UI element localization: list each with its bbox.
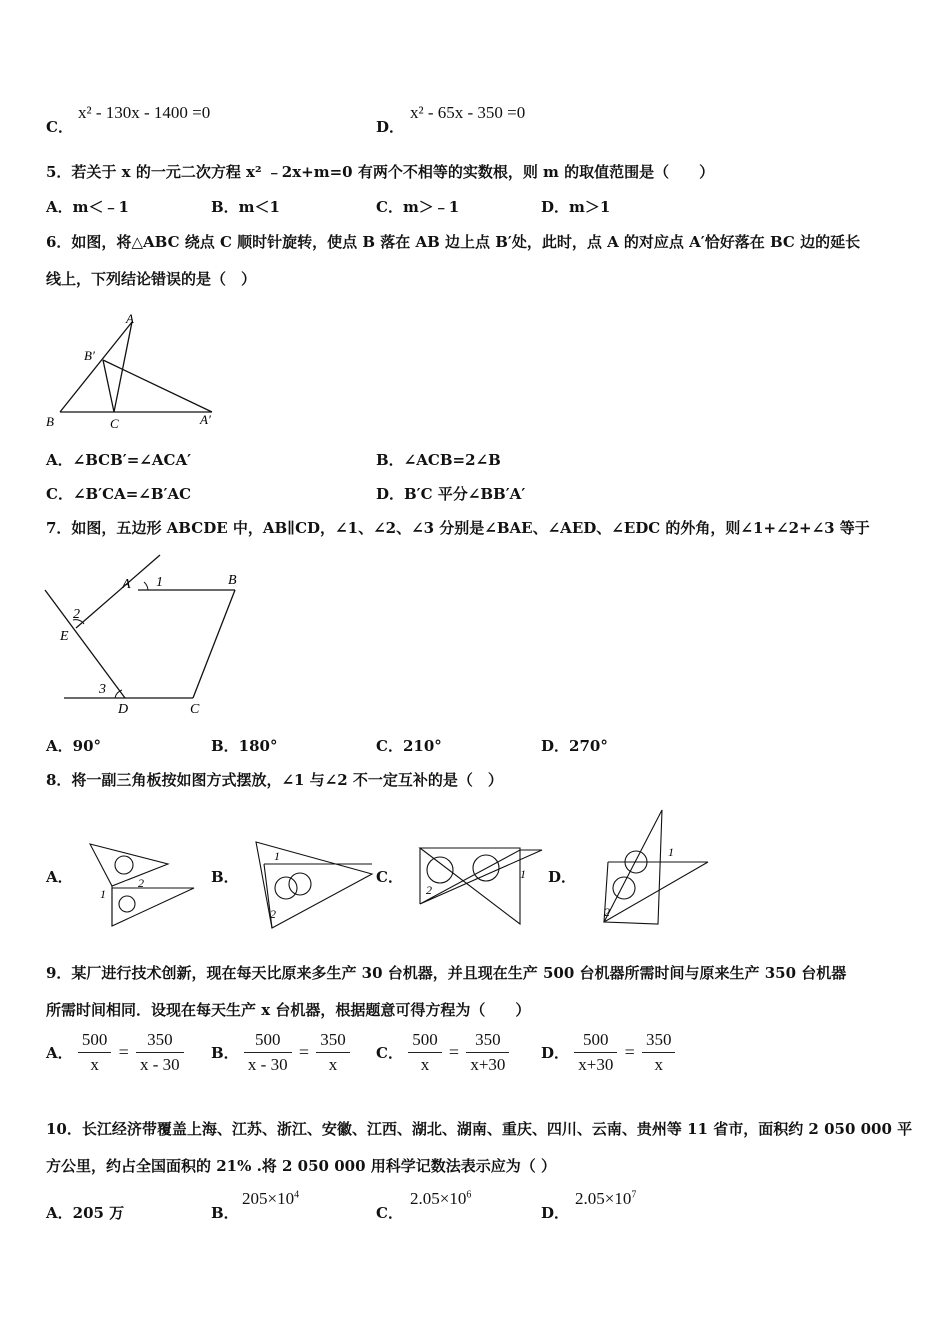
q8-c-label-2: 2	[426, 883, 432, 897]
q8-option-a-label: A．	[46, 868, 73, 886]
q8-d-label-1: 1	[668, 845, 674, 859]
q4-option-d-expr: x² - 65x - 350 =0	[410, 103, 526, 122]
q8-option-c-label: C．	[376, 868, 403, 886]
q9-c-left-den: x	[420, 1055, 430, 1074]
q9-b-right-den: x	[328, 1055, 338, 1074]
q9-c-right-den: x+30	[470, 1055, 506, 1074]
q8-a-label-2: 2	[138, 876, 144, 890]
q6-stem-line1: 6．如图，将△ABC 绕点 C 顺时针旋转，使点 B 落在 AB 边上点 B′处，此时，点 A 的对应点 A′恰好落在 BC 边的延长	[46, 233, 861, 251]
q7-label-3: 3	[99, 682, 106, 697]
q6-label-c: C	[110, 416, 119, 431]
q10-option-c-label: C．	[376, 1204, 403, 1222]
q9-b-eq: =	[298, 1042, 309, 1062]
q9-stem-line2: 所需时间相同．设现在每天生产 x 台机器，根据题意可得方程为（ ）	[46, 1001, 531, 1019]
q9-b-right-num: 350	[316, 1030, 350, 1053]
q9-b-left-fraction	[244, 1030, 292, 1075]
q7-stem: 7．如图，五边形 ABCDE 中，AB∥CD，∠1、∠2、∠3 分别是∠BAE、∠AED、∠EDC 的外角，则∠1+∠2+∠3 等于	[46, 519, 870, 537]
q5-option-a: A．m＜﹣1	[46, 198, 129, 216]
q5-stem: 5．若关于 x 的一元二次方程 x² ﹣2x+m=0 有两个不相等的实数根，则 m 的取值范围是（ ）	[46, 163, 715, 181]
q9-option-b-label: B．	[211, 1044, 239, 1062]
q7-option-b: B．180°	[211, 737, 278, 755]
q10-option-d-base: 2.05×10	[575, 1189, 632, 1208]
q8-figure-a	[86, 838, 201, 930]
q9-b-right-fraction	[316, 1030, 350, 1075]
q6-label-b: B	[46, 414, 54, 429]
q5-option-d: D．m＞1	[541, 198, 611, 216]
q9-a-right-fraction	[136, 1030, 184, 1075]
q9-c-left-fraction	[408, 1030, 442, 1075]
q8-c-label-1: 1	[520, 867, 526, 881]
q9-stem-line1: 9．某厂进行技术创新，现在每天比原来多生产 30 台机器，并且现在生产 500 台机器所需时间与原来生产 350 台机器	[46, 964, 847, 982]
q7-label-b: B	[228, 573, 237, 588]
q9-d-right-num: 350	[642, 1030, 676, 1053]
q10-option-d-expr	[575, 1189, 636, 1209]
q7-figure	[40, 550, 270, 720]
q9-a-left-fraction	[78, 1030, 112, 1075]
q9-d-eq: =	[624, 1042, 635, 1062]
q9-b-left-den: x - 30	[247, 1055, 288, 1074]
q6-label-a-prime: A′	[200, 412, 211, 427]
q10-option-a: A．205 万	[46, 1204, 125, 1222]
q10-option-d-exp: 7	[631, 1189, 637, 1201]
q8-d-label-2: 2	[604, 905, 610, 919]
q10-stem-line2: 方公里，约占全国面积的 21% .将 2 050 000 用科学记数法表示应为（ ）	[46, 1157, 556, 1175]
q9-option-c-label: C．	[376, 1044, 403, 1062]
q6-label-b-prime: B′	[84, 348, 95, 363]
q8-b-label-2: 2	[270, 907, 276, 921]
q9-a-left-num: 500	[78, 1030, 112, 1053]
q10-option-b-label: B．	[211, 1204, 239, 1222]
q7-option-d: D．270°	[541, 737, 608, 755]
q10-option-c-expr	[410, 1189, 471, 1209]
q9-a-eq: =	[118, 1042, 129, 1062]
q4-option-c-expr: x² - 130x - 1400 =0	[78, 103, 211, 122]
q8-option-b-label: B．	[211, 868, 239, 886]
q9-c-right-fraction	[466, 1030, 509, 1075]
q6-label-a: A	[126, 311, 134, 326]
q6-option-c: C．∠B′CA=∠B′AC	[46, 485, 192, 503]
q8-stem: 8．将一副三角板按如图方式摆放，∠1 与∠2 不一定互补的是（ ）	[46, 771, 503, 789]
q5-option-b: B．m＜1	[211, 198, 280, 216]
q6-stem-line2: 线上，下列结论错误的是（ ）	[46, 270, 257, 288]
q6-option-a: A．∠BCB′=∠ACA′	[46, 451, 192, 469]
q9-option-d	[541, 1030, 675, 1075]
q9-option-a	[46, 1030, 184, 1075]
q10-option-b-base: 205×10	[242, 1189, 295, 1208]
q8-figure-d	[598, 806, 713, 928]
q8-figure-b	[250, 836, 380, 932]
q9-option-a-label: A．	[46, 1044, 73, 1062]
q7-label-c: C	[190, 702, 200, 717]
q10-option-d-label: D．	[541, 1204, 570, 1222]
q10-stem-line1: 10．长江经济带覆盖上海、江苏、浙江、安徽、江西、湖北、湖南、重庆、四川、云南、贵州等 11 省市，面积约 2 050 000 平	[46, 1120, 913, 1138]
q10-option-c-exp: 6	[466, 1189, 472, 1201]
q9-d-left-num: 500	[574, 1030, 617, 1053]
q9-b-left-num: 500	[244, 1030, 292, 1053]
q5-option-c: C．m＞﹣1	[376, 198, 460, 216]
q10-option-c-base: 2.05×10	[410, 1189, 467, 1208]
q7-label-a: A	[122, 577, 131, 592]
q9-option-b	[211, 1030, 350, 1075]
q8-a-label-1: 1	[100, 887, 106, 901]
q9-a-right-den: x - 30	[140, 1055, 180, 1074]
q6-option-b: B．∠ACB=2∠B	[376, 451, 501, 469]
q9-c-eq: =	[448, 1042, 460, 1062]
q7-option-c: C．210°	[376, 737, 442, 755]
q8-figure-c	[416, 842, 546, 928]
q9-c-right-num: 350	[466, 1030, 509, 1053]
q9-d-right-fraction	[642, 1030, 676, 1075]
q4-option-c-label: C．	[46, 118, 73, 136]
q9-a-right-num: 350	[136, 1030, 184, 1053]
q10-option-b-expr	[242, 1189, 299, 1209]
q9-a-left-den: x	[90, 1055, 99, 1074]
q9-option-c	[376, 1030, 509, 1075]
q7-label-d: D	[118, 702, 129, 717]
q8-option-d-label: D．	[548, 868, 577, 886]
q9-d-left-fraction	[574, 1030, 617, 1075]
q9-d-left-den: x+30	[578, 1055, 614, 1074]
q7-label-e: E	[60, 629, 69, 644]
q7-option-a: A．90°	[46, 737, 102, 755]
q9-option-d-label: D．	[541, 1044, 570, 1062]
q9-d-right-den: x	[654, 1055, 663, 1074]
q4-option-d-label: D．	[376, 118, 405, 136]
q6-figure	[40, 308, 230, 433]
q10-option-b-exp: 4	[294, 1189, 300, 1201]
q7-label-1: 1	[156, 575, 163, 590]
q6-option-d: D．B′C 平分∠BB′A′	[376, 485, 526, 503]
q7-label-2: 2	[73, 607, 80, 622]
q9-c-left-num: 500	[408, 1030, 442, 1053]
q8-b-label-1: 1	[274, 849, 280, 863]
